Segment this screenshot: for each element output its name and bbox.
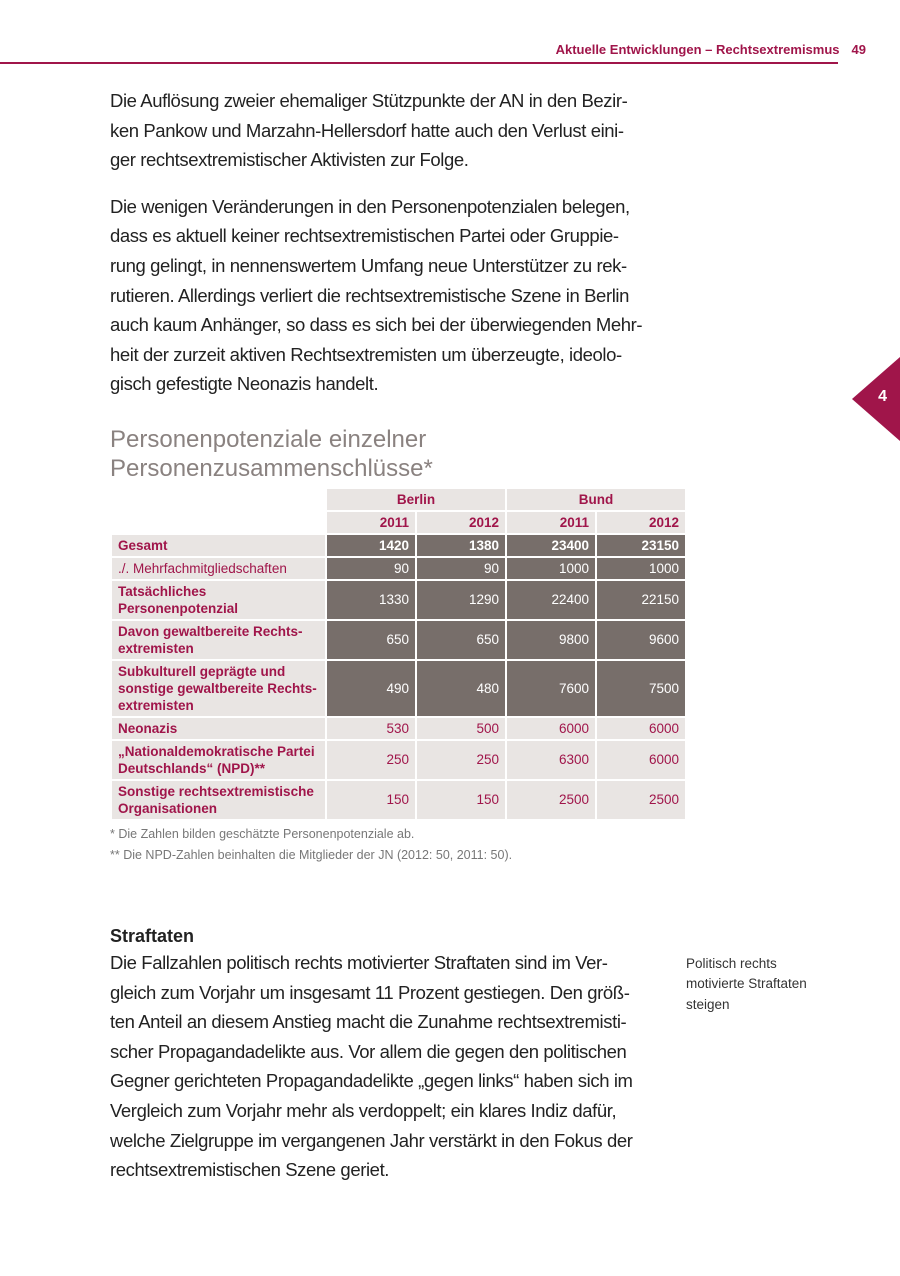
year-header: 2012	[416, 511, 506, 534]
value-cell: 9800	[506, 620, 596, 660]
value-cell: 23150	[596, 534, 686, 557]
text-line: auch kaum Anhänger, so dass es sich bei der überwiegenden Mehr-	[110, 314, 643, 336]
margin-note: Politisch rechts motivierte Straftaten steigen	[686, 955, 807, 1012]
value-cell: 6000	[506, 717, 596, 740]
value-cell: 1330	[326, 580, 416, 620]
empty-cell	[111, 511, 326, 534]
text-line: rung gelingt, in nennenswertem Umfang neue Unterstützer zu rek-	[110, 254, 627, 276]
table-title-line: Personenzusammenschlüsse*	[110, 454, 433, 482]
text-line: Die Fallzahlen politisch rechts motivierter Straftaten sind im Ver-	[110, 951, 608, 973]
table-header-years	[111, 511, 686, 534]
text-line: gleich zum Vorjahr um insgesamt 11 Prozent gestiegen. Den größ-	[110, 981, 630, 1003]
year-header: 2011	[326, 511, 416, 534]
text-line: scher Propagandadelikte aus. Vor allem die gegen den politischen	[110, 1040, 627, 1062]
table-header-groups	[111, 488, 686, 511]
year-header: 2012	[596, 511, 686, 534]
value-cell: 1290	[416, 580, 506, 620]
table-title-line: Personenpotenziale einzelner	[110, 425, 427, 453]
table-row	[111, 557, 686, 580]
text-line: Die wenigen Veränderungen in den Personenpotenzialen belegen,	[110, 195, 630, 217]
table-row	[111, 534, 686, 557]
table-row	[111, 620, 686, 660]
value-cell: 150	[416, 780, 506, 820]
chapter-tab	[852, 357, 900, 441]
value-cell: 250	[416, 740, 506, 780]
footnote-2: ** Die NPD-Zahlen beinhalten die Mitglieder der JN (2012: 50, 2011: 50).	[110, 847, 513, 862]
paragraph-3	[110, 948, 670, 1185]
value-cell: 490	[326, 660, 416, 717]
value-cell: 480	[416, 660, 506, 717]
footnote-1: * Die Zahlen bilden geschätzte Personenpotenziale ab.	[110, 826, 415, 841]
value-cell: 7600	[506, 660, 596, 717]
value-cell: 6300	[506, 740, 596, 780]
text-line: heit der zurzeit aktiven Rechtsextremisten um überzeugte, ideolo-	[110, 343, 622, 365]
value-cell: 250	[326, 740, 416, 780]
value-cell: 1420	[326, 534, 416, 557]
header-title: Aktuelle Entwicklungen – Rechtsextremismus	[555, 42, 840, 57]
table-row	[111, 580, 686, 620]
empty-cell	[111, 488, 326, 511]
personenpotenziale-table	[110, 487, 687, 821]
value-cell: 500	[416, 717, 506, 740]
value-cell: 650	[416, 620, 506, 660]
group-header: Bund	[506, 488, 686, 511]
text-line: Gegner gerichteten Propagandadelikte „gegen links“ haben sich im	[110, 1070, 633, 1092]
value-cell: 6000	[596, 740, 686, 780]
row-label: „Nationaldemokratische Partei Deutschlands“ (NPD)**	[111, 740, 326, 780]
value-cell: 650	[326, 620, 416, 660]
value-cell: 2500	[596, 780, 686, 820]
text-line: ten Anteil an diesem Anstieg macht die Zunahme rechtsextremisti-	[110, 1011, 627, 1033]
section-body	[110, 948, 807, 1185]
value-cell: 6000	[596, 717, 686, 740]
text-line: Die Auflösung zweier ehemaliger Stützpunkte der AN in den Bezir-	[110, 90, 628, 111]
text-line: Vergleich zum Vorjahr mehr als verdoppelt; ein klares Indiz dafür,	[110, 1099, 617, 1121]
value-cell: 23400	[506, 534, 596, 557]
table-row	[111, 660, 686, 717]
section-heading: Straftaten	[110, 925, 195, 946]
row-label: Davon gewaltbereite Rechts-extremisten	[111, 620, 326, 660]
running-header	[556, 42, 866, 57]
value-cell: 9600	[596, 620, 686, 660]
value-cell: 530	[326, 717, 416, 740]
row-label: Gesamt	[111, 534, 326, 557]
year-header: 2011	[506, 511, 596, 534]
value-cell: 22400	[506, 580, 596, 620]
group-header: Berlin	[326, 488, 506, 511]
value-cell: 90	[416, 557, 506, 580]
chapter-number: 4	[878, 388, 887, 405]
row-label: ./. Mehrfachmitgliedschaften	[111, 557, 326, 580]
paragraph-1	[110, 86, 670, 175]
value-cell: 90	[326, 557, 416, 580]
text-line: dass es aktuell keiner rechtsextremistischen Partei oder Gruppie-	[110, 225, 619, 247]
header-rule	[0, 62, 838, 64]
page-number: 49	[851, 42, 866, 57]
value-cell: 7500	[596, 660, 686, 717]
value-cell: 22150	[596, 580, 686, 620]
table-title	[110, 425, 670, 483]
paragraph-2	[110, 192, 670, 399]
footnotes	[110, 824, 670, 866]
text-line: welche Zielgruppe im vergangenen Jahr verstärkt in den Fokus der	[110, 1129, 633, 1151]
table-row	[111, 717, 686, 740]
row-label: Subkulturell geprägte und sonstige gewaltbereite Rechts-extremisten	[111, 660, 326, 717]
row-label: Sonstige rechtsextremistische Organisationen	[111, 780, 326, 820]
value-cell: 1000	[596, 557, 686, 580]
row-label: Neonazis	[111, 717, 326, 740]
text-line: gisch gefestigte Neonazis handelt.	[110, 373, 379, 395]
table-row	[111, 780, 686, 820]
text-column	[110, 86, 807, 1185]
text-line: ken Pankow und Marzahn-Hellersdorf hatte auch den Verlust eini-	[110, 119, 624, 141]
table-row	[111, 740, 686, 780]
row-label: Tatsächliches Personenpotenzial	[111, 580, 326, 620]
text-line: rechtsextremistischen Szene geriet.	[110, 1159, 390, 1181]
value-cell: 150	[326, 780, 416, 820]
text-line: ger rechtsextremistischer Aktivisten zur Folge.	[110, 149, 469, 171]
value-cell: 2500	[506, 780, 596, 820]
value-cell: 1000	[506, 557, 596, 580]
value-cell: 1380	[416, 534, 506, 557]
text-line: rutieren. Allerdings verliert die rechtsextremistische Szene in Berlin	[110, 284, 630, 306]
